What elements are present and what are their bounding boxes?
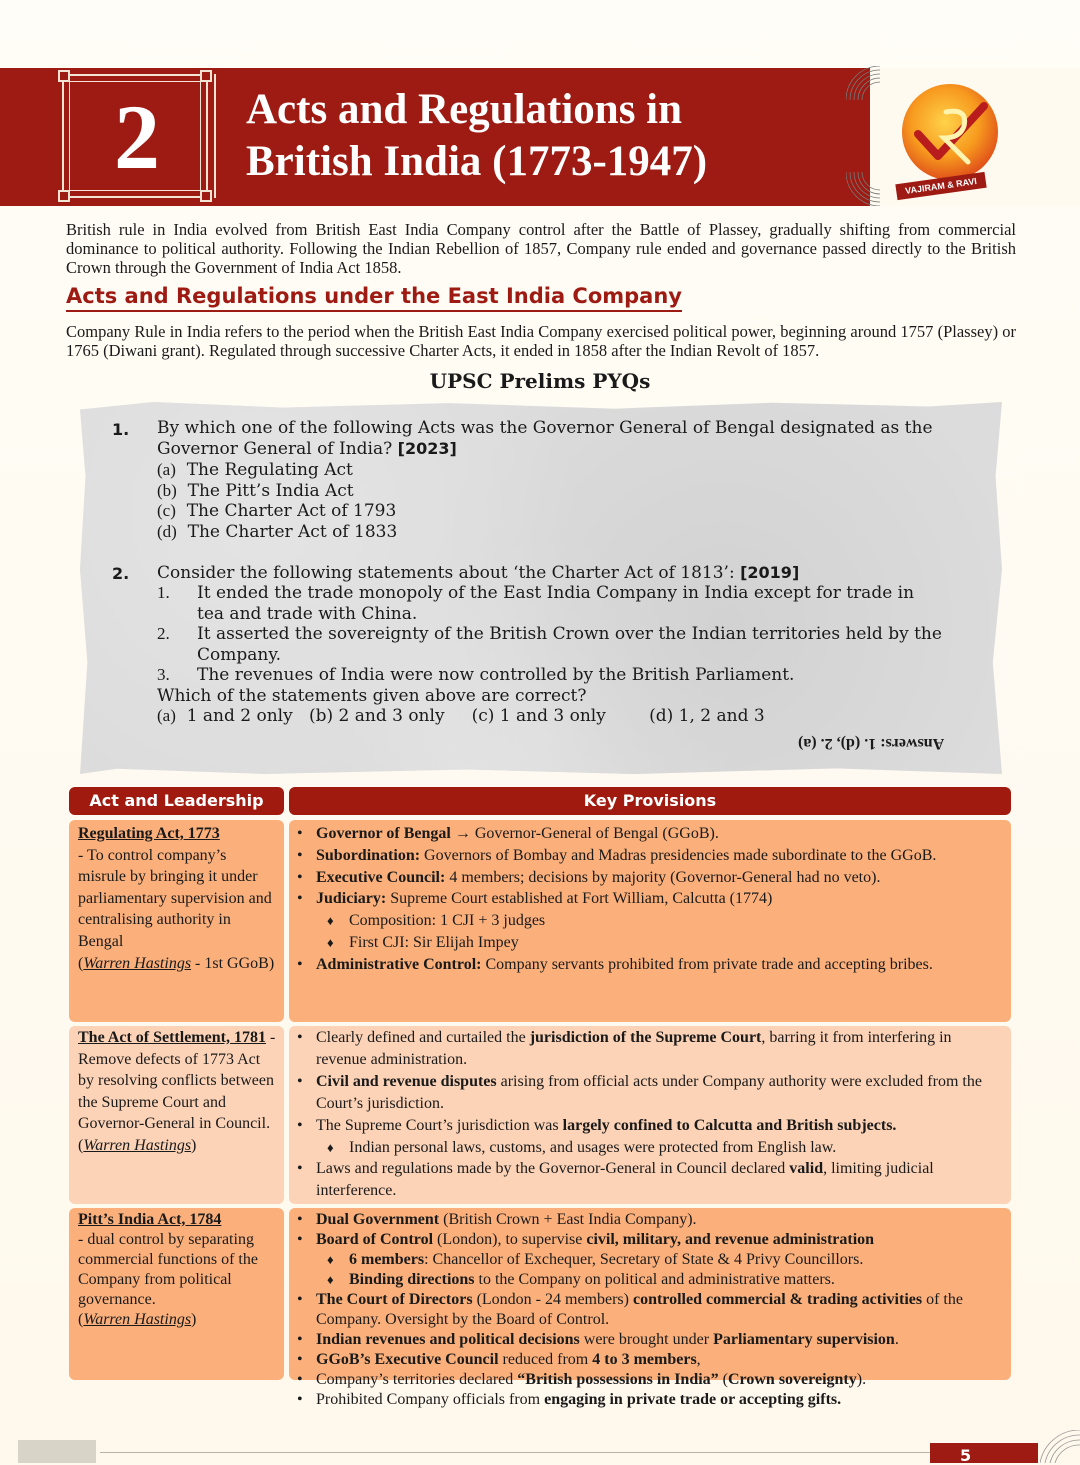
table-header-provisions: Key Provisions <box>289 787 1011 815</box>
provision-text: Laws and regulations made by the Governor-General in Council declared <box>316 1160 790 1178</box>
sub-list-item <box>289 1270 989 1290</box>
provision-key: Binding directions <box>349 1271 475 1288</box>
statement-text: The revenues of India were now controlled by the British Parliament. <box>197 665 795 685</box>
provisions-list <box>289 1027 984 1202</box>
act-purpose: - dual control by separating commercial functions of the Company from political governance. <box>78 1231 258 1308</box>
statement-item <box>157 583 987 624</box>
leader-name: Warren Hastings <box>83 1136 192 1154</box>
question-line: Governor General of India? <box>157 438 393 459</box>
provisions-list <box>289 1210 989 1410</box>
list-item <box>289 1370 989 1390</box>
provision-text: Governors of Bombay and Madras presidencies made subordinate to the GGoB. <box>420 846 937 864</box>
provision-text: → Governor-General of Bengal (GGoB). <box>450 825 719 842</box>
provision-key: Subordination: <box>316 846 421 864</box>
list-item <box>289 954 979 976</box>
act-description: Pitt’s India Act, 1784 - dual control by separating commercial functions of the Company from political governance. (Warren Hastings) <box>78 1211 258 1328</box>
list-item <box>289 1115 984 1137</box>
question-number: 1. <box>112 420 130 439</box>
option-text: 1, 2 and 3 <box>678 706 765 726</box>
corner-arc-decoration <box>846 66 880 100</box>
provision-key: Judiciary: <box>316 890 387 908</box>
sub-list-item <box>289 1137 984 1159</box>
provision-key: largely confined to Calcutta and British subjects. <box>562 1116 897 1134</box>
option-text: The Regulating Act <box>186 460 353 480</box>
statement-item <box>157 665 987 686</box>
list-item <box>289 1027 984 1071</box>
question-year: [2023] <box>397 438 457 458</box>
list-item <box>289 1071 984 1115</box>
statement-text: Company. <box>197 644 282 665</box>
option-text: The Charter Act of 1833 <box>187 521 398 542</box>
list-item <box>289 867 979 889</box>
footer-tab-left <box>18 1440 96 1463</box>
provision-text: : Chancellor of Exchequer, Secretary of State & 4 Privy Councillors. <box>424 1251 864 1268</box>
provision-text: reduced from <box>498 1351 593 1368</box>
provision-key: 6 members <box>349 1251 425 1268</box>
option-text: The Charter Act of 1793 <box>186 501 397 521</box>
provision-key: Indian revenues and political decisions <box>316 1331 580 1348</box>
leader-note: ) <box>191 1136 197 1154</box>
provision-key: civil, military, and revenue administration <box>586 1231 875 1248</box>
provision-key: jurisdiction of the Supreme Court <box>529 1029 762 1046</box>
provision-key: Administrative Control: <box>316 955 482 973</box>
act-name: The Act of Settlement, 1781 <box>78 1029 266 1046</box>
list-item <box>289 1290 989 1330</box>
page-number: 5 <box>960 1446 972 1465</box>
box-corner <box>200 70 212 82</box>
act-description: Regulating Act, 1773 - To control company’s misrule by bringing it under parliamentary supervision and centralising authority in Bengal (Warren Hastings - 1st GGoB) <box>78 825 275 972</box>
leader-note: - 1st GGoB) <box>191 954 275 972</box>
option-text: The Pitt’s India Act <box>187 480 354 501</box>
provision-text: , <box>696 1351 701 1368</box>
option-label: (d) <box>649 706 674 726</box>
chapter-title <box>246 84 846 188</box>
option-row <box>157 706 987 727</box>
chapter-number-box <box>62 74 208 198</box>
statement-text: It ended the trade monopoly of the East India Company in India except for trade in <box>197 583 915 603</box>
question-text <box>157 418 987 459</box>
provision-text: were brought under <box>579 1331 714 1348</box>
provision-key: controlled commercial & trading activities <box>632 1291 923 1308</box>
provision-text: arising from official acts under Company authority were excluded from the Court’s jurisdiction. <box>316 1072 982 1112</box>
chapter-title-line1: Acts and Regulations in <box>246 86 683 133</box>
provision-text: ). <box>856 1371 867 1388</box>
statement-label: 3. <box>157 665 170 684</box>
act-purpose: - To control company’s misrule by bringing it under parliamentary supervision and centralising authority in Bengal <box>78 846 272 950</box>
act-name: Regulating Act, 1773 <box>78 825 220 842</box>
list-item <box>289 823 979 845</box>
leader-name: Warren Hastings <box>83 954 192 972</box>
chapter-title-line2: British India (1773-1947) <box>246 138 708 185</box>
option-text: 2 and 3 only <box>338 706 445 726</box>
act-purpose: - Remove defects of 1773 Act by resolving conflicts between the Supreme Court and Governor-General in Council. <box>78 1029 276 1133</box>
section-paragraph: Company Rule in India refers to the period when the British East India Company exercised political power, beginning around 1757 (Plassey) or 1765 (Diwani grant). Regulated through successive Charter Acts, it ended in 1858 after the Indian Revolt of 1857. <box>66 322 1016 360</box>
provision-text: (British Crown + East India Company). <box>439 1211 697 1228</box>
act-description: The Act of Settlement, 1781 - Remove defects of 1773 Act by resolving conflicts between the Supreme Court and Governor-General in Council. (Warren Hastings) <box>78 1029 276 1154</box>
provision-key: Civil and revenue disputes <box>316 1072 497 1090</box>
question-text <box>157 563 987 584</box>
logo-wordmark: VAJIRAM & RAVI <box>895 172 986 200</box>
table-header-act: Act and Leadership <box>69 787 284 815</box>
leader-name: Warren Hastings <box>83 1311 192 1328</box>
list-item <box>289 845 979 867</box>
statement-item <box>157 624 987 665</box>
provision-text: Company servants prohibited from private trade and accepting bribes. <box>481 955 933 973</box>
act-name: Pitt’s India Act, 1784 <box>78 1211 222 1228</box>
provision-text: (London), to supervise <box>433 1231 587 1248</box>
option-label: (c) <box>157 501 176 520</box>
provisions-list <box>289 823 979 976</box>
provision-key: Board of Control <box>316 1231 434 1248</box>
provision-key: GGoB’s Executive Council <box>316 1351 499 1368</box>
option-label: (c) <box>471 706 495 726</box>
question-number: 2. <box>112 564 130 583</box>
statement-text: tea and trade with China. <box>197 603 418 624</box>
provision-text: Supreme Court established at Fort William, Calcutta (1774) <box>386 890 773 908</box>
provision-text: First CJI: Sir Elijah Impey <box>349 933 519 951</box>
option-label: (d) <box>157 521 177 541</box>
provision-text: The Supreme Court’s jurisdiction was <box>316 1116 563 1134</box>
option-item <box>157 501 397 522</box>
list-item <box>289 1230 989 1250</box>
option-item <box>157 481 397 502</box>
sub-list-item <box>289 910 979 932</box>
provision-text: Clearly defined and curtailed the <box>316 1029 530 1046</box>
option-label: (a) <box>157 460 176 479</box>
question-line: Consider the following statements about ‘the Charter Act of 1813’: <box>157 563 735 583</box>
intro-paragraph: British rule in India evolved from British East India Company control after the Battle of Plassey, gradually shifting from commercial dominance to political authority. Following the Indian Rebellion of 1857, Company rule ended and governance passed directly to the British Crown through the Government of India Act 1858. <box>66 220 1016 277</box>
provision-text: (London - 24 members) <box>472 1291 633 1308</box>
vajiram-ravi-logo-icon <box>898 82 1002 186</box>
provision-key: valid <box>789 1160 824 1178</box>
answers-upside-down: Answers: 1. (d), 2. (a) <box>798 735 945 752</box>
option-text: 1 and 3 only <box>499 706 606 726</box>
footer-tab-right <box>930 1443 1038 1463</box>
provision-key: Executive Council: <box>316 868 446 886</box>
list-item <box>289 1390 989 1410</box>
list-item <box>289 1210 989 1230</box>
statement-list <box>157 583 987 727</box>
provision-text: Company’s territories declared <box>316 1371 518 1388</box>
provision-key: “British possessions in India” <box>517 1371 719 1388</box>
question-prompt: Which of the statements given above are correct? <box>157 685 587 706</box>
provision-key: 4 to 3 members <box>592 1351 697 1368</box>
provision-key: engaging in private trade or accepting gifts. <box>544 1391 842 1408</box>
statement-text: It asserted the sovereignty of the British Crown over the Indian territories held by the <box>197 624 942 644</box>
chapter-number: 2 <box>114 86 160 188</box>
section-heading: Acts and Regulations under the East India Company <box>66 284 682 312</box>
provision-key: Dual Government <box>316 1211 440 1228</box>
provision-text: Prohibited Company officials from <box>316 1391 545 1408</box>
list-item <box>289 1350 989 1370</box>
corner-arc-decoration-bottom <box>846 172 880 206</box>
question-line: By which one of the following Acts was the Governor General of Bengal designated as the <box>157 418 933 438</box>
statement-label: 1. <box>157 583 170 602</box>
box-corner <box>58 70 70 82</box>
provision-text: to the Company on political and administrative matters. <box>474 1271 835 1288</box>
provision-text: 4 members; decisions by majority (Governor-General had no veto). <box>445 868 881 886</box>
provision-key: The Court of Directors <box>316 1291 473 1308</box>
leader-note: ) <box>191 1311 197 1328</box>
footer-rule <box>100 1452 930 1453</box>
provision-key: Parliamentary supervision <box>713 1331 895 1348</box>
sub-list-item <box>289 1250 989 1270</box>
provision-text: of the Company. Oversight by the Board of Control. <box>316 1291 963 1328</box>
banner-divider <box>214 74 216 198</box>
provision-text: . <box>894 1331 899 1348</box>
provision-key: Governor of Bengal <box>316 825 451 842</box>
sub-list-item <box>289 932 979 954</box>
list-item <box>289 888 979 910</box>
provision-text: Indian personal laws, customs, and usages were protected from English law. <box>349 1138 837 1156</box>
statement-label: 2. <box>157 624 170 643</box>
question-year: [2019] <box>740 563 800 582</box>
footer-arc-decoration <box>1040 1430 1080 1463</box>
provision-text: Composition: 1 CJI + 3 judges <box>349 912 546 930</box>
option-item <box>157 522 397 543</box>
option-label: (b) <box>308 706 334 726</box>
option-label: (b) <box>157 480 177 500</box>
provision-text: , limiting judicial interference. <box>316 1160 934 1200</box>
provision-text: ( <box>718 1371 728 1388</box>
option-item <box>157 460 397 481</box>
provision-text: , barring it from interfering in revenue administration. <box>316 1029 952 1068</box>
list-item <box>289 1330 989 1350</box>
list-item <box>289 1158 984 1202</box>
option-list <box>157 460 397 542</box>
provision-key: Crown sovereignty <box>728 1371 857 1388</box>
option-text: 1 and 2 only <box>186 706 293 726</box>
option-label: (a) <box>157 706 176 725</box>
pyq-title: UPSC Prelims PYQs <box>429 369 651 393</box>
